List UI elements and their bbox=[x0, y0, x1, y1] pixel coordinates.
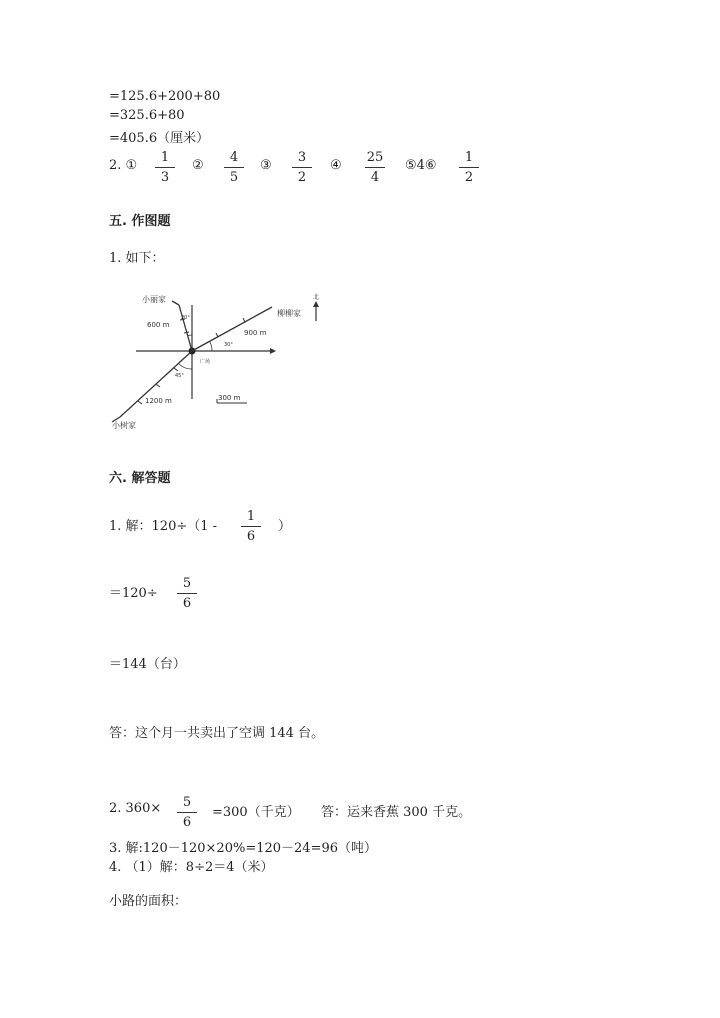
fraction-4-5 bbox=[220, 150, 248, 185]
label-liuliu: 柳柳家 bbox=[277, 309, 301, 318]
label-plaza: 广场 bbox=[200, 359, 211, 365]
north-label: 北 bbox=[313, 294, 320, 301]
denominator: 5 bbox=[229, 170, 239, 185]
denominator: 3 bbox=[160, 170, 170, 185]
q2-answer: 答：运来香蕉 300 千克。 bbox=[321, 805, 472, 820]
marker-5-6: ⑤4⑥ bbox=[405, 158, 437, 173]
q4-line: 4. （1）解：8÷2＝4（米） bbox=[109, 860, 274, 875]
fraction-bar bbox=[224, 167, 244, 168]
section-6-title: 六. 解答题 bbox=[109, 471, 171, 486]
q1-suffix: ） bbox=[278, 519, 292, 534]
q2-prefix: 2. ① bbox=[109, 158, 138, 173]
q1-prefix: 1. 解：120÷（1 - bbox=[109, 519, 218, 534]
denominator: 2 bbox=[297, 170, 307, 185]
numerator: 5 bbox=[182, 576, 192, 591]
q1-step-3: ＝144（台） bbox=[109, 657, 186, 672]
q1-fraction-5-6 bbox=[173, 576, 201, 611]
fraction-bar bbox=[365, 167, 385, 168]
marker-4: ④ bbox=[330, 158, 342, 173]
fraction-25-4 bbox=[361, 150, 389, 185]
label-1200m: 1200 m bbox=[145, 397, 172, 405]
fraction-bar bbox=[177, 593, 197, 594]
fraction-bar bbox=[292, 167, 312, 168]
marker-3: ③ bbox=[260, 158, 272, 173]
calc-line-2: =325.6+80 bbox=[109, 108, 185, 123]
section-5-title: 五. 作图题 bbox=[109, 214, 171, 229]
scale-label: 300 m bbox=[218, 394, 241, 402]
denominator: 6 bbox=[182, 815, 192, 830]
fraction-bar bbox=[177, 812, 197, 813]
label-20deg: 20° bbox=[181, 315, 190, 321]
q3-line: 3. 解:120－120×20%=120－24=96（吨） bbox=[109, 841, 378, 856]
denominator: 6 bbox=[182, 596, 192, 611]
label-45deg: 45° bbox=[175, 373, 184, 379]
denominator: 4 bbox=[370, 170, 380, 185]
label-30deg: 30° bbox=[224, 342, 233, 348]
numerator: 5 bbox=[182, 795, 192, 810]
fraction-1-3 bbox=[151, 150, 179, 185]
label-600m: 600 m bbox=[147, 321, 170, 329]
direction-map-diagram bbox=[100, 285, 340, 435]
calc-line-3: =405.6（厘米） bbox=[109, 131, 210, 146]
fraction-1-2 bbox=[455, 150, 483, 185]
numerator: 1 bbox=[160, 150, 170, 165]
numerator: 25 bbox=[366, 150, 384, 165]
numerator: 1 bbox=[246, 509, 256, 524]
numerator: 3 bbox=[297, 150, 307, 165]
axis-arrow-east bbox=[270, 348, 276, 354]
q4-area-label: 小路的面积： bbox=[109, 894, 188, 909]
denominator: 2 bbox=[464, 170, 474, 185]
label-xiaoli: 小丽家 bbox=[142, 295, 166, 304]
fraction-bar bbox=[155, 167, 175, 168]
q1-answer: 答：这个月一共卖出了空调 144 台。 bbox=[109, 726, 325, 741]
q2-result: =300（千克） bbox=[212, 805, 300, 820]
numerator: 4 bbox=[229, 150, 239, 165]
fraction-bar bbox=[241, 526, 261, 527]
q2-fraction-5-6 bbox=[173, 795, 201, 830]
numerator: 1 bbox=[464, 150, 474, 165]
q1-fraction-1-6 bbox=[237, 509, 265, 544]
q2-prefix-360: 2. 360× bbox=[109, 801, 162, 816]
denominator: 6 bbox=[246, 529, 256, 544]
path-to-xiaoli bbox=[179, 305, 192, 351]
marker-2: ② bbox=[192, 158, 204, 173]
fraction-3-2 bbox=[288, 150, 316, 185]
fraction-bar bbox=[459, 167, 479, 168]
calc-line-1: =125.6+200+80 bbox=[109, 89, 221, 104]
q1-step-2: ＝120÷ bbox=[109, 586, 158, 601]
label-900m: 900 m bbox=[244, 329, 267, 337]
label-xiaoshu: 小树家 bbox=[112, 421, 136, 430]
section-5-item-1: 1. 如下： bbox=[109, 251, 165, 266]
